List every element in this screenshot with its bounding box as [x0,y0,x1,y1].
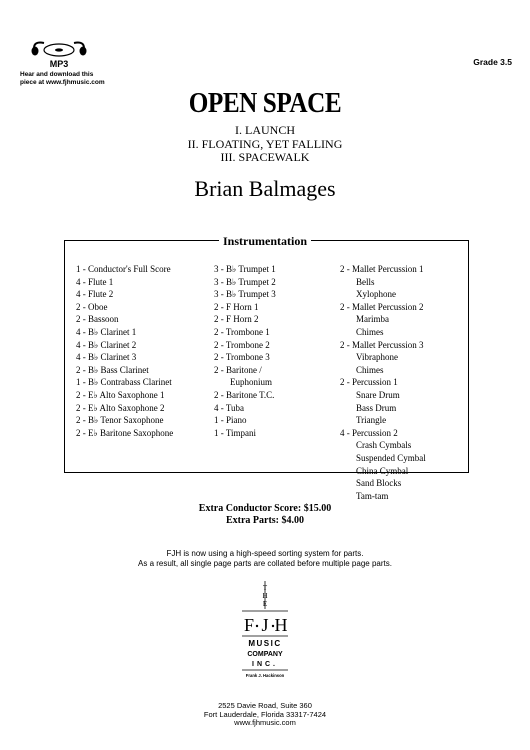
instrument-item: 2 - Bassoon [76,314,119,325]
extra-conductor-score-price: Extra Conductor Score: $15.00 [198,503,332,514]
instrument-item: 2 - Percussion 1 [340,377,398,388]
instrument-item: 2 - Trombone 1 [214,326,270,337]
movement-list [0,124,530,165]
instrument-item: 2 - Oboe [76,301,108,312]
instrument-item: 3 - B♭ Trumpet 1 [214,264,276,274]
instrument-item: Suspended Cymbal [356,452,426,463]
instrument-item: 3 - B♭ Trumpet 3 [214,289,276,300]
instrument-column-2 [214,263,276,439]
logo-word-inc: INC. [252,661,278,668]
instrument-item: 1 - B♭ Contrabass Clarinet [76,377,172,388]
sorting-notice [0,549,530,569]
instrument-item: 2 - E♭ Baritone Saxophone [76,427,174,438]
instrument-item: Snare Drum [356,389,400,400]
instrument-item: 4 - Flute 1 [76,276,114,287]
instrument-item: 2 - Baritone T.C. [214,389,275,400]
instrument-item: 4 - Percussion 2 [340,427,398,438]
grade-label: Grade 3.5 [473,57,512,67]
extra-parts-price: Extra Parts: $4.00 [225,515,305,526]
instrument-item: Sand Blocks [356,478,402,489]
instrument-item: Marimba [356,314,389,325]
address-line2: Fort Lauderdale, Florida 33317-7424 [203,709,327,719]
mp3-caption-line1: Hear and download this [20,71,94,78]
instrument-item: 2 - E♭ Alto Saxophone 2 [76,402,165,413]
headphones-disc-icon [30,40,88,70]
instrument-item: 2 - F Horn 1 [214,301,259,312]
piece-title: OPEN SPACE [188,88,342,119]
movement-2: II. FLOATING, YET FALLING [187,136,343,151]
instrument-item: Tam-tam [356,490,389,501]
instrument-item: 4 - B♭ Clarinet 1 [76,326,137,337]
instrument-item: 2 - F Horn 2 [214,314,259,325]
instrument-item: Chimes [356,326,384,337]
logo-word-company: COMPANY [247,651,283,658]
publisher-address [0,702,530,728]
instrument-item: 2 - B♭ Bass Clarinet [76,364,149,375]
notice-line2: As a result, all single page parts are collated before multiple page parts. [138,559,392,568]
logo-letter-f: F [243,615,255,635]
instrument-item: 2 - E♭ Alto Saxophone 1 [76,389,165,400]
instrument-item: Crash Cymbals [356,440,412,451]
instrument-item: 2 - Mallet Percussion 2 [340,301,424,312]
logo-word-music: MUSIC [248,639,282,648]
instrument-item: Xylophone [356,289,396,300]
instrumentation-heading-wrap [0,232,530,250]
instrument-item: 4 - B♭ Clarinet 3 [76,352,137,363]
logo-founder: Frank J. Hackinson [245,673,285,678]
instrument-item: 3 - B♭ Trumpet 2 [214,276,276,287]
logo-letter-h: H [262,592,268,600]
instrument-item: Euphonium [230,377,272,388]
website-url: www.fjhmusic.com [234,718,296,727]
notice-line1: FJH is now using a high-speed sorting system for parts. [166,549,364,558]
movement-3: III. SPACEWALK [220,150,310,164]
instrument-item: 4 - B♭ Clarinet 2 [76,339,137,350]
address-line1: 2525 Davie Road, Suite 360 [218,701,312,710]
instrument-item: Chimes [356,364,384,375]
instrument-item: 2 - Trombone 3 [214,352,270,363]
instrument-item: 1 - Conductor's Full Score [76,264,171,274]
mp3-caption [20,71,110,87]
instrumentation-heading: Instrumentation [219,234,311,248]
logo-letter-t: T [262,584,268,592]
instrument-column-1 [76,263,173,439]
instrument-item: 2 - Trombone 2 [214,339,270,350]
instrument-item: Triangle [356,415,387,426]
instrument-item: 2 - Mallet Percussion 3 [340,339,424,350]
instrument-item: 4 - Flute 2 [76,289,114,300]
instrument-item: Bass Drum [356,402,397,413]
pricing-block [0,503,530,527]
instrument-item: 2 - B♭ Tenor Saxophone [76,415,164,426]
instrument-item: 4 - Tuba [214,402,245,413]
instrument-item: 2 - Baritone / [214,364,262,375]
instrument-item: 1 - Timpani [214,427,257,438]
instrument-item: 2 - Mallet Percussion 1 [340,264,424,274]
logo-letter-j: J [261,615,269,635]
fjh-logo [240,581,290,695]
instrument-item: China Cymbal [356,465,409,476]
instrument-item: Bells [356,276,375,287]
mp3-caption-line2: piece at www.fjhmusic.com [20,79,105,86]
instrument-item: Vibraphone [356,352,398,363]
instrument-item: 1 - Piano [214,415,247,426]
logo-letter-h2: H [274,615,288,635]
movement-1: I. LAUNCH [235,123,295,137]
mp3-label: MP3 [49,59,69,69]
mp3-badge [20,40,110,87]
logo-letter-e: E [262,600,268,608]
instrument-column-3 [340,263,426,502]
composer-name: Brian Balmages [194,176,336,201]
